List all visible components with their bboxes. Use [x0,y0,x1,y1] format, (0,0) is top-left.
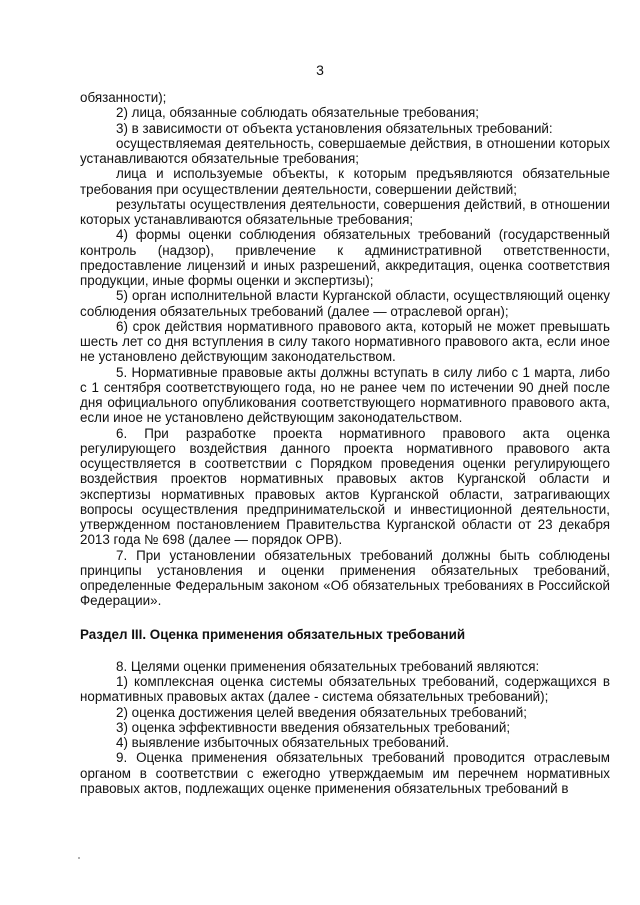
paragraph: 5. Нормативные правовые акты должны вступать в силу либо с 1 марта, либо с 1 сентября соответствующего года, но не ранее чем по истечении 90 дней после дня официального опубликования соответствующего нормативного правового акта, если иное не установлено действующим законодательством. [80,364,610,426]
paragraph: 1) комплексная оценка системы обязательных требований, содержащихся в нормативных правовых актах (далее - система обязательных требований); [80,674,610,705]
paragraph: результаты осуществления деятельности, совершения действий, в отношении которых устанавливаются обязательные требования; [80,196,610,227]
paragraph: 3) оценка эффективности введения обязательных требований; [116,719,511,735]
document-body [80,90,610,796]
paragraph: осуществляемая деятельность, совершаемые действия, в отношении которых устанавливаются обязательные требования; [80,135,610,166]
page-number: 3 [316,62,324,78]
section-heading: Раздел III. Оценка применения обязательных требований [80,626,466,642]
paragraph: 3) в зависимости от объекта установления обязательных требований: [116,120,553,136]
paragraph: лица и используемые объекты, к которым предъявляются обязательные требования при осуществлении деятельности, совершении действий; [80,166,610,197]
paragraph: 5) орган исполнительной власти Курганской области, осуществляющий оценку соблюдения обязательных требований (далее — отраслевой орган); [80,288,610,319]
paragraphs-section-iii [80,659,610,796]
scan-artifact-dot [78,857,80,859]
paragraph: 6. При разработке проекта нормативного правового акта оценка регулирующего воздействия данного проекта нормативного правового акта осуществляется в соответствии с Порядком проведения оценки регулирующего воздействия проектов нормативных правовых актов Курганской области и экспертизы нормативных правовых актов Курганской области, затрагивающих вопросы осуществления предпринимательской и инвестиционной деятельности, утвержденном постановлением Правительства Курганской области от 23 декабря 2013 года № 698 (далее — порядок ОРВ). [80,425,610,548]
paragraph: 2) оценка достижения целей введения обязательных требований; [116,704,527,720]
paragraph: обязанности); [80,90,167,105]
paragraph: 2) лица, обязанные соблюдать обязательные требования; [116,105,480,121]
paragraphs-before-section [80,90,610,609]
paragraph: 7. При установлении обязательных требований должны быть соблюдены принципы установления и оценки применения обязательных требований, определенные Федеральным законом «Об обязательных требованиях в Российской Федерации». [80,547,610,609]
paragraph: 4) формы оценки соблюдения обязательных требований (государственный контроль (надзор), привлечение к административной ответственности, предоставление лицензий и иных разрешений, аккредитация, оценка соответствия продукции, иные формы оценки и экспертизы); [80,227,610,288]
paragraph: 9. Оценка применения обязательных требований проводится отраслевым органом в соответствии с ежегодно утверждаемым им перечнем нормативных правовых актов, подлежащих оценке применения обязательных требований в [80,750,610,796]
paragraph: 4) выявление избыточных обязательных требований. [116,735,450,750]
paragraph: 6) срок действия нормативного правового акта, который не может превышать шесть лет со дня вступления в силу такого нормативного правового акта, если иное не установлено действующим законодательством. [80,318,610,365]
paragraph: 8. Целями оценки применения обязательных требований являются: [116,658,540,674]
